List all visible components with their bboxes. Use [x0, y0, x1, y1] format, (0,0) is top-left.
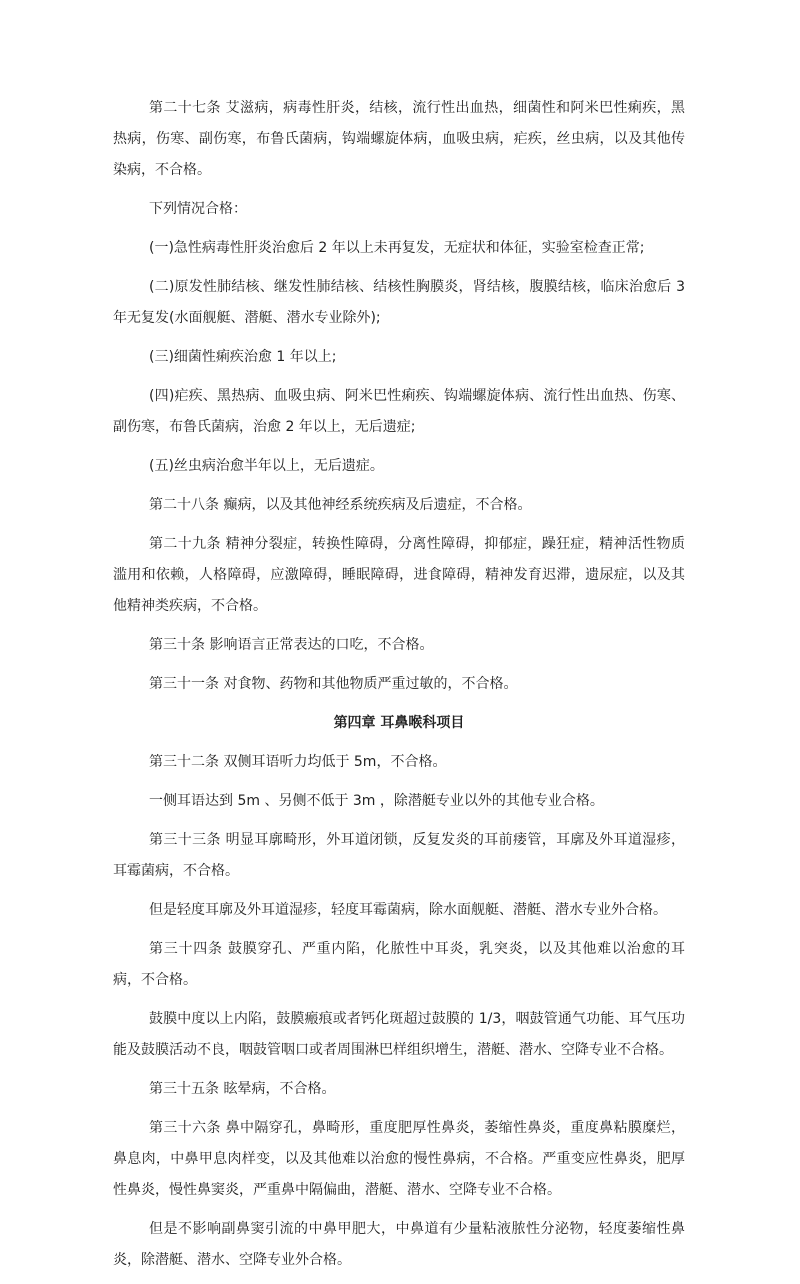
qualified-item-1: (一)急性病毒性肝炎治愈后 2 年以上未再复发，无症状和体征，实验室检查正常; — [149, 240, 645, 256]
article-36-exception: 但是不影响副鼻窦引流的中鼻甲肥大，中鼻道有少量粘液脓性分泌物，轻度萎缩性鼻炎，除潜艇、潜水、空降专业外合格。 — [113, 1221, 685, 1268]
document-page — [113, 93, 685, 1284]
article-33-exception: 但是轻度耳廓及外耳道湿疹，轻度耳霉菌病，除水面舰艇、潜艇、潜水专业外合格。 — [149, 902, 667, 918]
article-29: 第二十九条 精神分裂症，转换性障碍，分离性障碍，抑郁症，躁狂症，精神活性物质滥用和依赖，人格障碍，应激障碍，睡眠障碍，进食障碍，精神发育迟滞，遗尿症，以及其他精神类疾病，不合格。 — [113, 536, 685, 614]
article-28: 第二十八条 癫病，以及其他神经系统疾病及后遗症，不合格。 — [149, 497, 532, 513]
article-32: 第三十二条 双侧耳语听力均低于 5m，不合格。 — [149, 754, 447, 770]
article-31: 第三十一条 对食物、药物和其他物质严重过敏的，不合格。 — [149, 676, 518, 692]
article-35: 第三十五条 眩晕病，不合格。 — [149, 1081, 336, 1097]
chapter-heading: 第四章 耳鼻喉科项目 — [333, 715, 465, 731]
article-32-exception: 一侧耳语达到 5m 、另侧不低于 3m ，除潜艇专业以外的其他专业合格。 — [149, 793, 604, 809]
article-34: 第三十四条 鼓膜穿孔、严重内陷，化脓性中耳炎，乳突炎，以及其他难以治愈的耳病，不合格。 — [113, 941, 685, 988]
qualified-item-4: (四)疟疾、黑热病、血吸虫病、阿米巴性痢疾、钩端螺旋体病、流行性出血热、伤寒、副伤寒，布鲁氏菌病，治愈 2 年以上，无后遗症; — [113, 388, 685, 435]
qualified-intro: 下列情况合格： — [149, 201, 247, 217]
article-33: 第三十三条 明显耳廓畸形，外耳道闭锁，反复发炎的耳前瘘管，耳廓及外耳道湿疹，耳霉菌病，不合格。 — [113, 832, 685, 879]
qualified-item-5: (五)丝虫病治愈半年以上，无后遗症。 — [149, 458, 384, 474]
article-34-detail: 鼓膜中度以上内陷，鼓膜瘢痕或者钙化斑超过鼓膜的 1/3，咽鼓管通气功能、耳气压功能及鼓膜活动不良，咽鼓管咽口或者周围淋巴样组织增生，潜艇、潜水、空降专业不合格。 — [113, 1011, 685, 1058]
qualified-item-3: (三)细菌性痢疾治愈 1 年以上; — [149, 349, 337, 365]
article-27: 第二十七条 艾滋病，病毒性肝炎，结核，流行性出血热，细菌性和阿米巴性痢疾，黑热病，伤寒、副伤寒，布鲁氏菌病，钩端螺旋体病，血吸虫病，疟疾，丝虫病，以及其他传染病，不合格。 — [113, 100, 685, 178]
qualified-item-2: (二)原发性肺结核、继发性肺结核、结核性胸膜炎，肾结核，腹膜结核，临床治愈后 3 年无复发(水面舰艇、潜艇、潜水专业除外); — [113, 279, 685, 326]
article-36: 第三十六条 鼻中隔穿孔，鼻畸形，重度肥厚性鼻炎，萎缩性鼻炎，重度鼻粘膜糜烂，鼻息肉，中鼻甲息肉样变，以及其他难以治愈的慢性鼻病，不合格。严重变应性鼻炎，肥厚性鼻炎，慢性鼻窦炎，严重鼻中隔偏曲，潜艇、潜水、空降专业不合格。 — [113, 1120, 685, 1198]
article-30: 第三十条 影响语言正常表达的口吃，不合格。 — [149, 637, 434, 653]
